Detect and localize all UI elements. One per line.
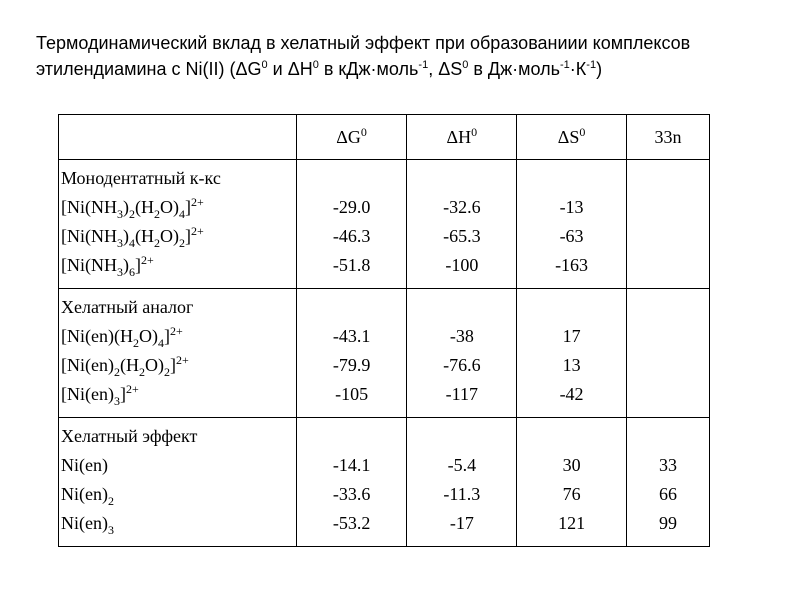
header-33n: 33n	[626, 115, 709, 160]
value-dH: -38	[449, 326, 474, 346]
value-dH: -17	[449, 513, 474, 533]
value-dG: -79.9	[332, 355, 371, 375]
complex-formula: $Ni(en)_2$	[61, 484, 114, 508]
table-body	[59, 160, 710, 547]
group-label-cell	[59, 289, 297, 418]
header-dS: $\Delta S^0$	[517, 115, 627, 160]
value-dS: -13	[559, 197, 584, 217]
value-dS: 13	[562, 355, 581, 375]
complex-formula: $[Ni(en)_3]^{2+}$	[61, 382, 139, 408]
table-group-row	[59, 289, 710, 418]
value-dS: -42	[559, 384, 584, 404]
value-n	[627, 322, 709, 351]
table-group-row	[59, 418, 710, 547]
value-cell-n	[626, 289, 709, 418]
header-dG: $\Delta G^0$	[296, 115, 407, 160]
header-empty	[59, 115, 297, 160]
complex-formula: $[Ni(NH_3)_6]^{2+}$	[61, 253, 154, 279]
value-dG: -105	[335, 384, 369, 404]
value-dS: -63	[559, 226, 584, 246]
group-label: Хелатный эффект	[61, 426, 198, 446]
table-header-row	[59, 115, 710, 160]
value-cell-n	[626, 160, 709, 289]
value-cell-dS	[517, 160, 627, 289]
group-label: Хелатный аналог	[61, 297, 194, 317]
value-cell-dS	[517, 289, 627, 418]
complex-formula: $Ni(en)_3$	[61, 513, 114, 537]
table-group-row	[59, 160, 710, 289]
value-dG: -43.1	[332, 326, 371, 346]
value-cell-dG	[296, 289, 407, 418]
group-label-cell	[59, 160, 297, 289]
complex-formula: $[Ni(en)(H_2O)_4]^{2+}$	[61, 324, 183, 350]
value-dH: -32.6	[443, 197, 481, 217]
group-label: Монодентатный к-кс	[61, 168, 221, 188]
complex-formula: $[Ni(NH_3)_4(H_2O)_2]^{2+}$	[61, 224, 204, 250]
value-dH: -65.3	[443, 226, 481, 246]
complex-formula: $[Ni(en)_2(H_2O)_2]^{2+}$	[61, 353, 189, 379]
value-dH: -100	[445, 255, 479, 275]
value-n: 99	[658, 513, 677, 533]
value-n	[627, 380, 709, 409]
header-dH: $\Delta H^0$	[407, 115, 517, 160]
value-dG: -51.8	[332, 255, 371, 275]
value-cell-dH	[407, 289, 517, 418]
title-line-2: этилендиамина с Ni(II) ($\Delta G^0$ и $\Delta H^0$ в кДж·моль$^{-1}$, $\Delta S^0$ в $Дж\cdot моль^{-1}\cdot К^{-1}$)	[36, 59, 603, 79]
value-dS: 121	[558, 513, 586, 533]
value-dS: -163	[555, 255, 589, 275]
value-dG: -53.2	[332, 513, 371, 533]
value-cell-dS	[517, 418, 627, 547]
value-n	[627, 222, 709, 251]
complex-formula: Ni(en)	[61, 455, 108, 475]
value-cell-dG	[296, 160, 407, 289]
value-dG: -29.0	[332, 197, 371, 217]
value-n	[627, 251, 709, 280]
value-n: 66	[658, 484, 677, 504]
value-n	[627, 193, 709, 222]
value-n: 33	[658, 455, 677, 475]
value-dS: 17	[562, 326, 581, 346]
value-dS: 30	[562, 455, 581, 475]
value-dH: -11.3	[443, 484, 481, 504]
title-line-1: Термодинамический вклад в хелатный эффект при образованиии комплексов	[36, 33, 691, 53]
page-title	[36, 30, 776, 82]
value-dG: -14.1	[332, 455, 371, 475]
group-label-cell	[59, 418, 297, 547]
value-dS: 76	[562, 484, 581, 504]
value-dH: -117	[445, 384, 478, 404]
value-cell-dH	[407, 418, 517, 547]
value-cell-n	[626, 418, 709, 547]
value-dG: -46.3	[332, 226, 371, 246]
value-n	[627, 351, 709, 380]
thermo-table	[58, 114, 710, 547]
complex-formula: $[Ni(NH_3)_2(H_2O)_4]^{2+}$	[61, 195, 204, 221]
value-cell-dG	[296, 418, 407, 547]
value-cell-dH	[407, 160, 517, 289]
value-dH: -5.4	[447, 455, 477, 475]
value-dH: -76.6	[443, 355, 481, 375]
value-dG: -33.6	[332, 484, 371, 504]
